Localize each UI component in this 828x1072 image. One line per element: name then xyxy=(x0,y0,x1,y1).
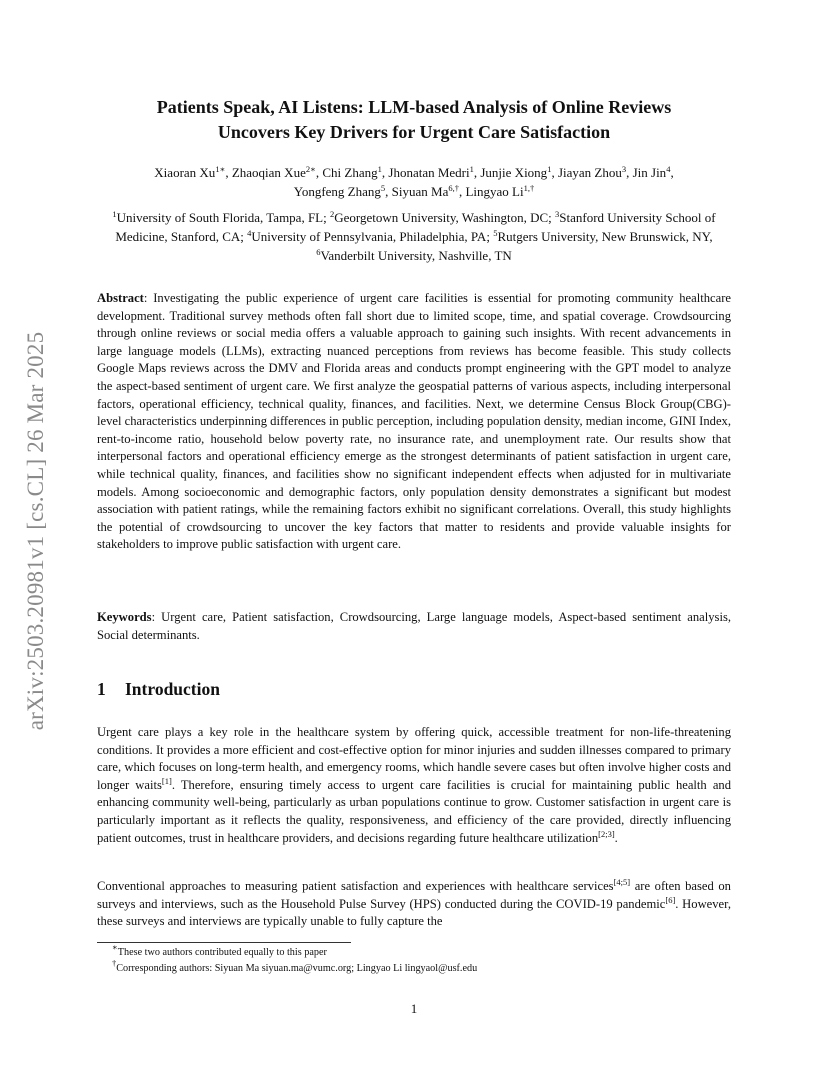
section-title: Introduction xyxy=(125,679,220,699)
affiliation-mark: 4 xyxy=(247,228,252,238)
citation: [6] xyxy=(665,894,676,905)
affiliation-mark: 3 xyxy=(555,209,560,219)
affiliation: Stanford University School of Medicine, Stanford, CA; xyxy=(115,210,716,244)
keywords-label: Keywords xyxy=(97,610,152,624)
affiliation-mark: 1 xyxy=(112,209,117,219)
paragraph-text: Urgent care plays a key role in the healthcare system by offering quick, accessible treatment for non-life-threatening conditions. It provides a more efficient and cost-effective option for minor injuries and sudden illnesses compared to primary care, which focuses on long-term health, and emergency rooms, which handle severe cases but often involve higher costs and longer waits xyxy=(97,725,731,792)
paragraph-text: Conventional approaches to measuring patient satisfaction and experiences with healthcare services xyxy=(97,879,614,893)
keywords-text: : Urgent care, Patient satisfaction, Crowdsourcing, Large language models, Aspect-based sentiment analysis, Social determinants. xyxy=(97,610,731,642)
affiliation: University of South Florida, Tampa, FL; xyxy=(116,210,327,225)
footnotes xyxy=(112,942,478,977)
footnote xyxy=(112,958,478,977)
paragraph-text: . Therefore, ensuring timely access to urgent care facilities is crucial for maintaining public health and enhancing community well-being, particularly as urban populations continue to grow. Customer satisfaction in urgent care is particularly important as it reflects the quality, responsiveness, and efficiency of the care provided, directly influencing patient outcomes, trust in healthcare providers, and decisions regarding future healthcare utilization xyxy=(97,777,732,845)
citation: [2;3] xyxy=(598,828,615,839)
footnote-rule xyxy=(97,942,351,943)
arxiv-stamp xyxy=(18,296,54,766)
author-name: Xiaoran Xu xyxy=(154,165,216,180)
author-name: Junjie Xiong xyxy=(480,165,548,180)
affiliation: Rutgers University, New Brunswick, NY, xyxy=(497,229,713,244)
arxiv-id: arXiv:2503.20981v1 [cs.CL] 26 Mar 2025 xyxy=(23,331,48,731)
author-mark: 1,† xyxy=(523,183,535,193)
footnote-mark: ∗ xyxy=(112,942,118,952)
footnote-text: These two authors contributed equally to this paper xyxy=(117,947,327,958)
paragraph-text: are often based on surveys and interviews, such as the Household Pulse Survey (HPS) conducted during the COVID-19 pandemic xyxy=(97,879,731,911)
affiliation: Georgetown University, Washington, DC; xyxy=(334,210,552,225)
author-mark: 1 xyxy=(377,164,382,174)
affiliation-mark: 2 xyxy=(329,209,335,219)
title-line: Patients Speak, AI Listens: LLM-based Analysis of Online Reviews xyxy=(156,97,672,117)
intro-paragraph xyxy=(97,724,731,847)
abstract-text: : Investigating the public experience of urgent care facilities is essential for promoting community healthcare development. Traditional survey methods often fall short due to limited scope, time, and spatial coverage. Crowdsourcing through online reviews or social media offers a valuable approach to gaining such insights. With recent advancements in large language models (LLMs), extracting nuanced perceptions from reviews has become feasible. This study collects Google Maps reviews across the DMV and Florida areas and conducts prompt engineering with the GPT model to analyze the aspect-based sentiment of urgent care. We first analyze the geospatial patterns of various aspects, including interpersonal factors, operational efficiency, technical quality, finances, and facilities. Next, we determine Census Block Group(CBG)-level characteristics underpinning differences in public perception, including population density, median income, GINI Index, rent-to-income ratio, household below poverty rate, no insurance rate, and unemployment rate. Our results show that interpersonal factors and operational efficiency emerge as the strongest determinants of patient satisfaction in urgent care, while technical quality, finances, and facilities show no significant independent effects when adjusted for in multivariate models. Among socioeconomic and demographic factors, only population density demonstrates a significant but modest association with patient ratings, while the remaining factors exhibit no significant correlations. Overall, this study highlights the potential of crowdsourcing to uncover the key factors that matter to residents and provide valuable insights for stakeholders to improve public satisfaction with urgent care. xyxy=(97,291,731,552)
footnote-text: Corresponding authors: Siyuan Ma siyuan.ma@vumc.org; Lingyao Li lingyaol@usf.edu xyxy=(116,963,478,974)
footnote xyxy=(112,942,477,961)
paragraph-text: . However, these surveys and interviews are typically unable to fully capture the xyxy=(97,896,731,929)
footnote-mark: † xyxy=(112,958,117,968)
author-mark: 6,† xyxy=(448,183,459,193)
author-name: Jhonatan Medri xyxy=(388,165,470,180)
author-list: Xiaoran $Xu^{1∗}$, Zhaoqian Xue$^{2∗}$, Chi Zhang$^1$, Jhonatan Medri$^1$, Junjie Xiong$^1$, Jiayan Zhou$^3$, Jin Jin$^4$, Yongfeng Zhang$^5$, Siyuan $Ma^{6,\dagger}$, Lingyao $Li^{1,\dagger}$ xyxy=(154,164,674,199)
author-name: Jiayan Zhou xyxy=(557,165,622,180)
intro-paragraph xyxy=(97,878,731,931)
author-mark: 1∗ xyxy=(215,164,226,174)
author-mark: 2∗ xyxy=(305,164,316,174)
author-mark: 3 xyxy=(621,164,627,174)
section-number: 1 xyxy=(97,679,106,699)
author-name: Chi Zhang xyxy=(322,165,378,180)
abstract xyxy=(97,290,731,554)
paragraph-text: . xyxy=(614,830,618,845)
affiliation-mark: 5 xyxy=(493,228,498,238)
paper-title xyxy=(96,95,732,145)
author-mark: 5 xyxy=(380,183,386,193)
affiliation-mark: 6 xyxy=(316,247,321,257)
author-mark: 1 xyxy=(469,164,474,174)
citation: [4;5] xyxy=(613,877,631,887)
author-mark: 1 xyxy=(547,164,552,174)
page-number: 1 xyxy=(410,1001,418,1016)
affiliation-list xyxy=(96,208,732,265)
affiliation: Vanderbilt University, Nashville, TN xyxy=(320,248,512,263)
abstract-label: Abstract xyxy=(97,291,144,305)
author-mark: 4 xyxy=(666,164,671,174)
section-heading xyxy=(97,679,220,700)
author-name: Jin Jin xyxy=(632,165,667,180)
author-name: Lingyao Li xyxy=(465,184,524,199)
author-name: Yongfeng Zhang xyxy=(293,184,381,199)
author-name: Zhaoqian Xue xyxy=(231,165,306,180)
author-name: Siyuan Ma xyxy=(391,184,449,199)
keywords xyxy=(97,609,731,644)
citation: [1] xyxy=(161,775,172,786)
title-line: Uncovers Key Drivers for Urgent Care Satisfaction xyxy=(217,122,611,142)
affiliation: University of Pennsylvania, Philadelphia, PA; xyxy=(251,229,490,244)
